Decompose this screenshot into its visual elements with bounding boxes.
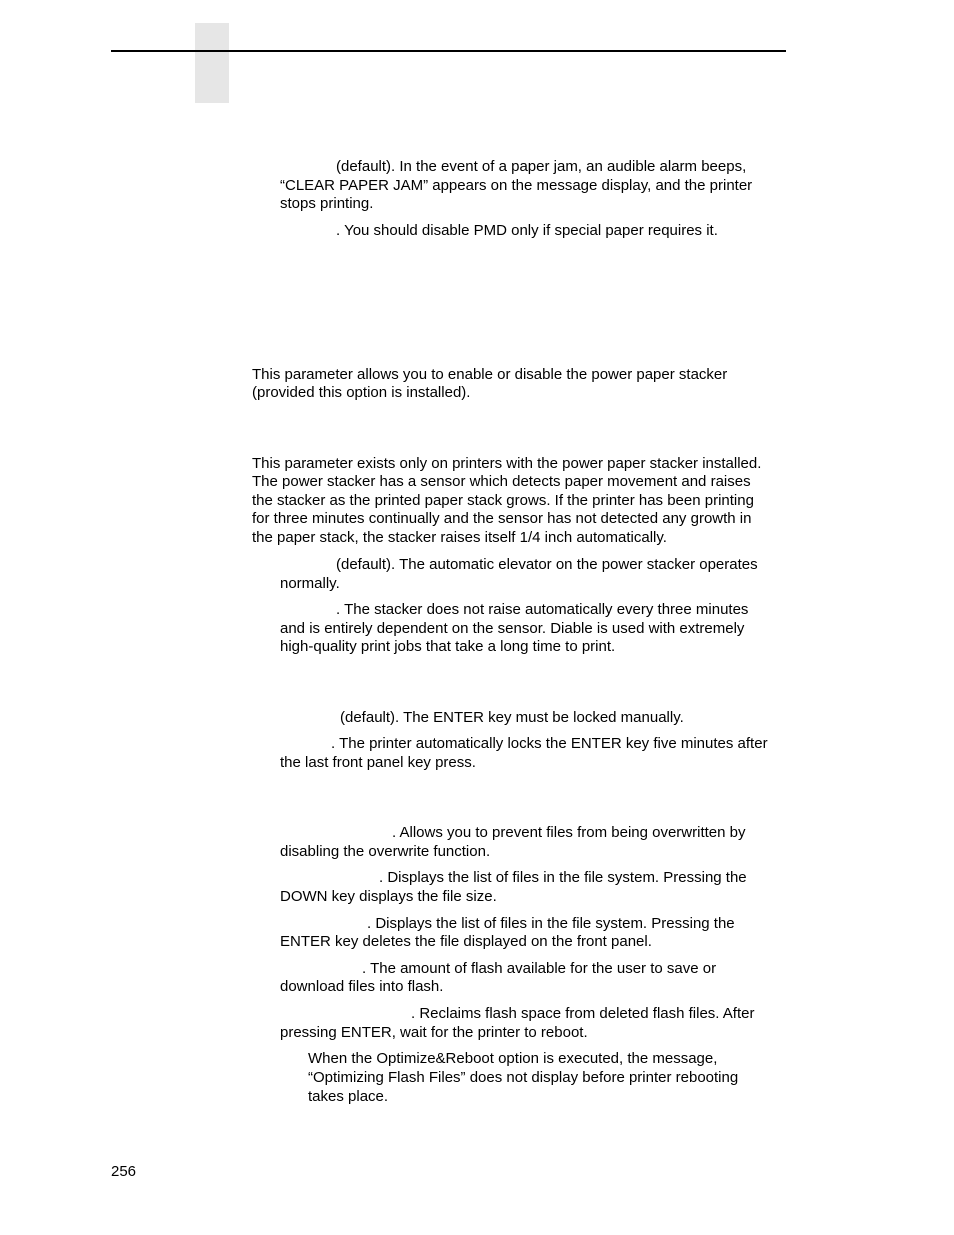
auto-elevator-description: the paper stack, the stacker raises itself 1/4 inch automatically. bbox=[252, 529, 667, 546]
header-rule bbox=[111, 50, 786, 52]
auto-elevator-disable-text: high-quality print jobs that take a long time to print. bbox=[280, 638, 616, 655]
protect-files-text: disabling the overwrite function. bbox=[280, 843, 491, 860]
print-files-text: DOWN key displays the file size. bbox=[280, 888, 497, 905]
note-text: takes place. bbox=[308, 1088, 389, 1105]
auto-elevator-enable-text: (default). The automatic elevator on the power stacker operates bbox=[336, 556, 758, 573]
power-stacker-description: This parameter allows you to enable or disable the power paper stacker bbox=[252, 366, 728, 383]
delete-files-text: ENTER key deletes the file displayed on the front panel. bbox=[280, 933, 652, 950]
auto-elevator-disable-text: . The stacker does not raise automatically every three minutes bbox=[336, 601, 749, 618]
delete-files-text: . Displays the list of files in the file system. Pressing the bbox=[367, 915, 735, 932]
auto-locking-disable-text: (default). The ENTER key must be locked manually. bbox=[340, 709, 684, 726]
auto-elevator-disable-text: and is entirely dependent on the sensor. Diable is used with extremely bbox=[280, 620, 745, 637]
auto-elevator-enable-text: normally. bbox=[280, 575, 340, 592]
flash-available-text: download files into flash. bbox=[280, 978, 444, 995]
auto-elevator-description: The power stacker has a sensor which detects paper movement and raises bbox=[252, 473, 751, 490]
auto-locking-enable-text: the last front panel key press. bbox=[280, 754, 476, 771]
print-files-text: . Displays the list of files in the file system. Pressing the bbox=[379, 869, 747, 886]
pmd-disable-text: . You should disable PMD only if special paper requires it. bbox=[336, 222, 718, 239]
auto-elevator-description: This parameter exists only on printers with the power paper stacker installed. bbox=[252, 455, 762, 472]
page-number: 256 bbox=[111, 1163, 137, 1180]
auto-elevator-description: for three minutes continually and the sensor has not detected any growth in bbox=[252, 510, 752, 527]
optimize-reboot-text: pressing ENTER, wait for the printer to reboot. bbox=[280, 1024, 588, 1041]
note-text: When the Optimize&Reboot option is executed, the message, bbox=[308, 1050, 718, 1067]
chapter-tab bbox=[195, 23, 229, 103]
pmd-enable-text: (default). In the event of a paper jam, an audible alarm beeps, bbox=[336, 158, 747, 175]
power-stacker-description: (provided this option is installed). bbox=[252, 384, 471, 401]
pmd-enable-text: “CLEAR PAPER JAM” appears on the message display, and the printer bbox=[280, 177, 753, 194]
auto-locking-enable-text: . The printer automatically locks the ENTER key five minutes after bbox=[331, 735, 768, 752]
auto-elevator-description: the stacker as the printed paper stack grows. If the printer has been printing bbox=[252, 492, 754, 509]
pmd-enable-text: stops printing. bbox=[280, 195, 374, 212]
optimize-reboot-text: . Reclaims flash space from deleted flash files. After bbox=[411, 1005, 755, 1022]
note-text: “Optimizing Flash Files” does not display before printer rebooting bbox=[308, 1069, 739, 1086]
protect-files-text: . Allows you to prevent files from being overwritten by bbox=[392, 824, 746, 841]
flash-available-text: . The amount of flash available for the user to save or bbox=[362, 960, 717, 977]
